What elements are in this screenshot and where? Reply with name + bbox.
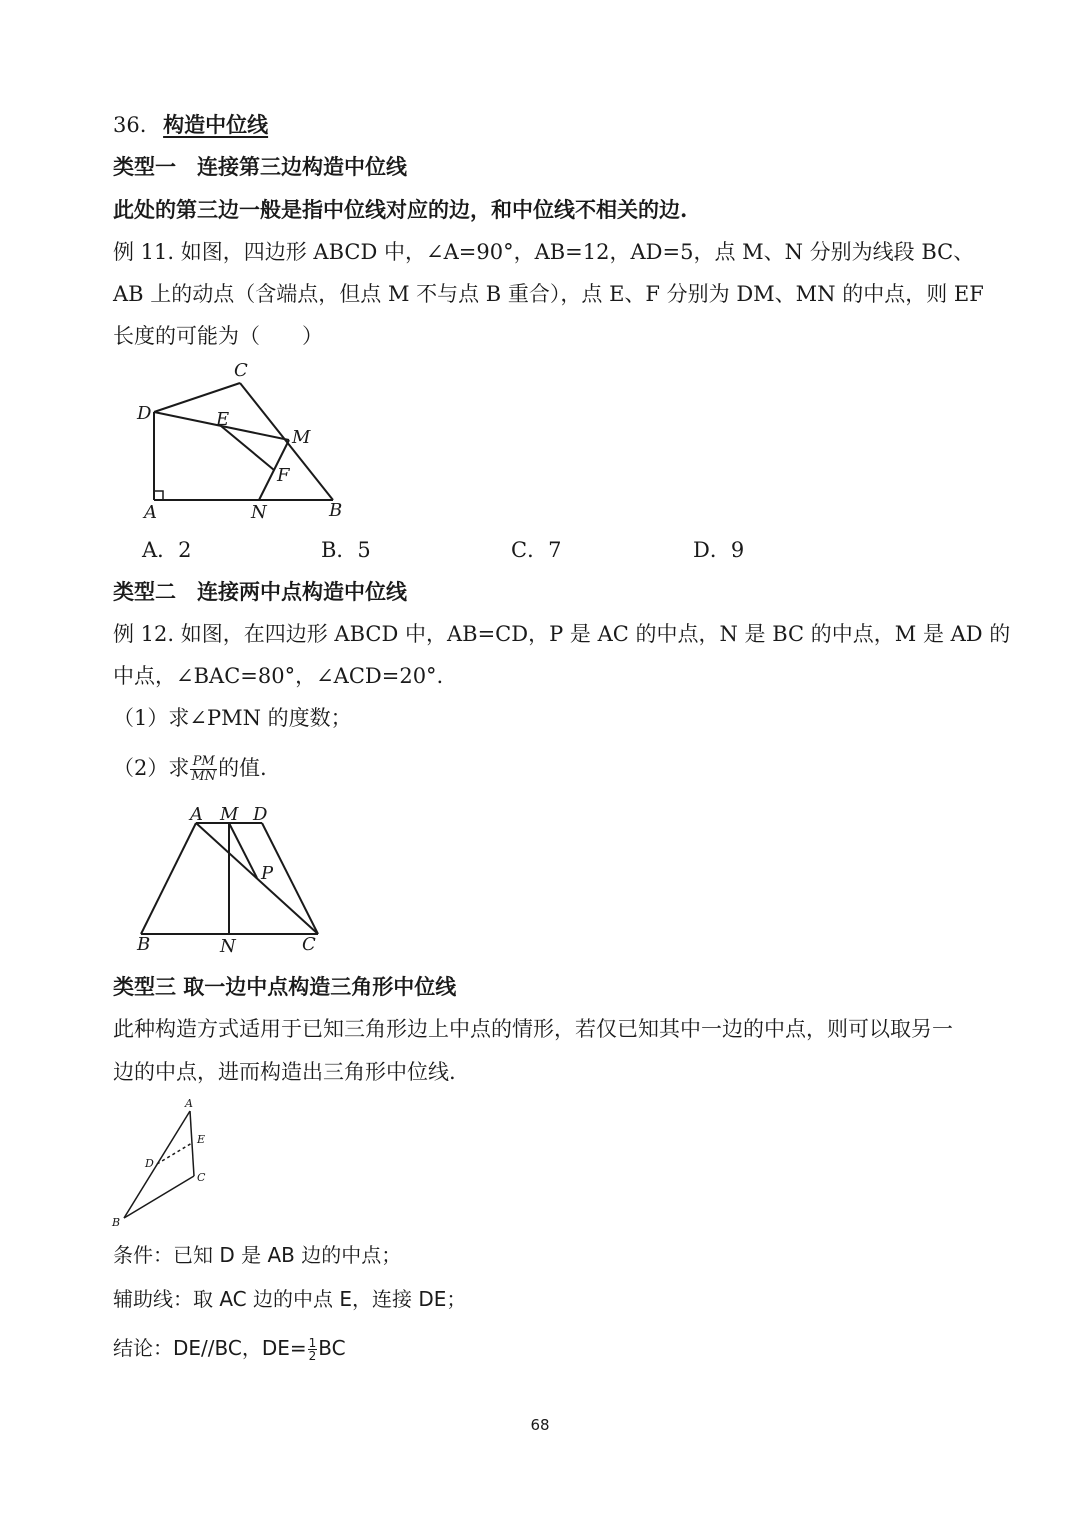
label-e3: E	[197, 1133, 206, 1146]
choice-c: C．7	[511, 538, 562, 562]
fraction-numerator: PM	[190, 755, 217, 770]
fraction-one-half	[308, 1337, 318, 1362]
label-d: D	[137, 403, 152, 424]
label-a: A	[144, 502, 157, 523]
label-d3: D	[145, 1157, 154, 1170]
choice-a: A．2	[142, 538, 192, 562]
label-c3: C	[197, 1171, 206, 1184]
aux-line	[113, 1284, 466, 1314]
label-e: E	[216, 409, 230, 430]
label-b2: B	[137, 934, 151, 955]
question-2-prefix: （2）求	[113, 756, 190, 780]
type3-desc-line-2: 边的中点，进而构造出三角形中位线.	[113, 1060, 456, 1084]
type3-heading: 类型三 取一边中点构造三角形中位线	[113, 974, 457, 999]
question-1: （1）求∠PMN 的度数；	[113, 706, 352, 730]
label-c: C	[234, 360, 248, 381]
label-n2: N	[220, 936, 236, 957]
label-p2: P	[261, 863, 274, 884]
example12-line-2: 中点，∠BAC=80°，∠ACD=20°.	[113, 664, 444, 688]
label-b3: B	[112, 1216, 121, 1229]
label-a3: A	[185, 1097, 193, 1110]
condition-text: 条件：已知 D 是 AB 边的中点；	[113, 1243, 402, 1267]
type1-note: 此处的第三边一般是指中位线对应的边，和中位线不相关的边.	[113, 197, 688, 222]
segment-ac3	[190, 1111, 194, 1176]
example11-line-2: AB 上的动点（含端点，但点 M 不与点 B 重合），点 E、F 分别为 DM、MN 的中点，则 EF	[113, 282, 984, 306]
segment-bc3	[124, 1176, 194, 1218]
label-f: F	[277, 465, 290, 486]
choice-b: B．5	[321, 538, 371, 562]
fraction-half-denominator: 2	[308, 1349, 317, 1363]
example11-line-3: 长度的可能为（ ）	[113, 324, 323, 348]
label-c2: C	[302, 934, 316, 955]
section-title: 构造中位线	[163, 112, 269, 137]
choice-d: D．9	[693, 538, 745, 562]
type3-desc-line-1: 此种构造方式适用于已知三角形边上中点的情形，若仅已知其中一边的中点，则可以取另一	[113, 1017, 953, 1041]
type2-heading: 类型二 连接两中点构造中位线	[113, 579, 407, 604]
segment-de3-dashed	[157, 1143, 192, 1164]
conclusion-prefix: 结论：DE//BC，DE=	[113, 1336, 307, 1360]
label-m: M	[292, 427, 311, 448]
label-d2: D	[253, 804, 268, 825]
conclusion-line	[113, 1333, 346, 1363]
aux-text: 辅助线：取 AC 边的中点 E，连接 DE；	[113, 1287, 467, 1311]
segment-ab3	[124, 1111, 190, 1218]
question-2-suffix: 的值.	[218, 756, 267, 780]
example12-line-1: 例 12. 如图，在四边形 ABCD 中，AB=CD，P 是 AC 的中点，N 是 BC 的中点，M 是 AD 的	[113, 622, 1011, 646]
fraction-denominator: MN	[191, 769, 217, 784]
condition-line	[113, 1240, 401, 1270]
label-m2: M	[220, 804, 239, 825]
section-number: 36.	[113, 113, 147, 137]
type1-heading: 类型一 连接第三边构造中位线	[113, 154, 407, 179]
label-a2: A	[190, 804, 203, 825]
example11-line-1: 例 11. 如图，四边形 ABCD 中，∠A=90°，AB=12，AD=5，点 M、N 分别为线段 BC、	[113, 240, 975, 264]
page-number: 68	[530, 1416, 550, 1434]
fraction-half-numerator: 1	[308, 1336, 317, 1350]
label-b: B	[329, 500, 343, 521]
label-n: N	[251, 502, 267, 523]
conclusion-suffix: BC	[318, 1336, 346, 1360]
